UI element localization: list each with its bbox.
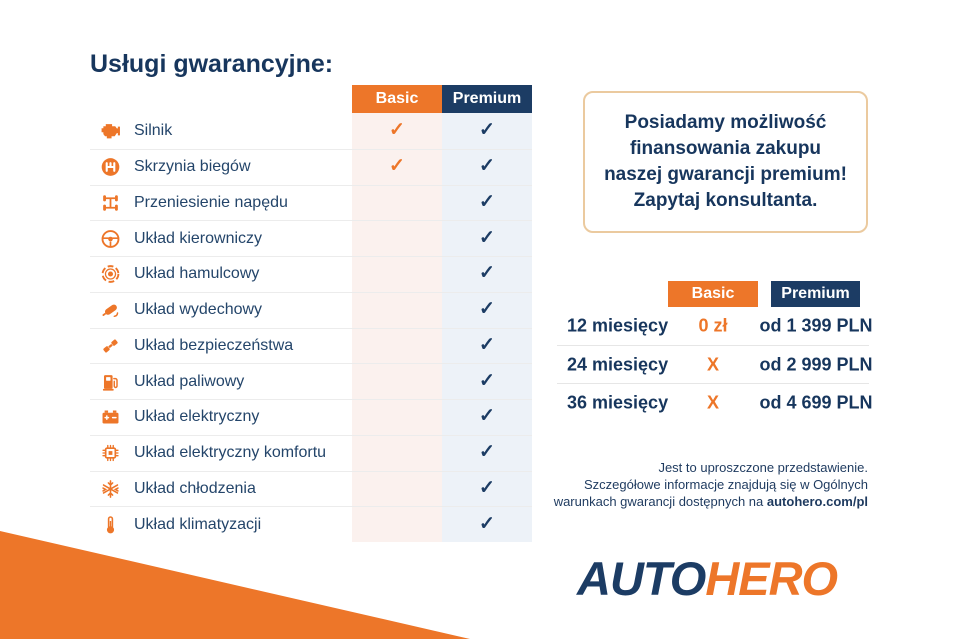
pricing-row [557,383,873,421]
chip-icon [100,443,121,464]
premium-checkmark: ✓ [479,477,495,499]
fuel-pump-icon [100,371,121,392]
premium-price-value: od 4 699 PLN [759,392,873,412]
gearbox-icon [100,157,121,178]
thermometer-icon [100,514,121,535]
warranty-table-row [90,435,532,471]
premium-checkmark: ✓ [479,191,495,213]
warranty-item-label: Układ elektryczny [134,408,260,426]
warranty-item-label: Układ elektryczny komfortu [134,444,327,462]
warranty-table-row [90,399,532,435]
brake-disc-icon [100,264,121,285]
exhaust-icon [100,300,121,321]
page-title: Usługi gwarancyjne: [90,50,334,78]
promo-line: finansowania zakupu [629,138,822,159]
drivetrain-icon [100,192,121,213]
warranty-item-label: Układ bezpieczeństwa [134,336,294,354]
premium-checkmark: ✓ [479,441,495,463]
warranty-item-label: Układ wydechowy [134,301,263,319]
warranty-table-row [90,149,532,185]
pricing-row [557,307,873,345]
warranty-item-label: Układ chłodzenia [134,479,256,497]
pricing-term-label: 24 miesięcy [567,354,669,374]
promo-line: naszej gwarancji premium! [604,164,847,185]
premium-checkmark: ✓ [479,334,495,356]
premium-checkmark: ✓ [479,262,495,284]
promo-line: Zapytaj konsultanta. [633,190,818,211]
warranty-item-label: Skrzynia biegów [134,158,251,176]
warranty-table-row [90,220,532,256]
pricing-premium-header: Premium [771,281,860,307]
warranty-table-row [90,328,532,364]
warranty-item-label: Układ paliwowy [134,372,245,390]
disclaimer-line: Szczegółowe informacje znajdują się w Ogólnych [584,477,868,492]
pricing-term-label: 12 miesięcy [567,315,669,336]
basic-column-header: Basic [352,85,442,113]
logo-auto: AUTO [577,552,706,605]
premium-price-value: od 2 999 PLN [759,354,873,374]
warranty-table-row [90,471,532,507]
warranty-table-row [90,506,532,542]
warranty-table-row [90,363,532,399]
engine-icon [100,120,121,141]
basic-price-value: X [706,392,719,412]
warranty-table-row [90,185,532,221]
warranty-item-label: Układ klimatyzacji [134,515,262,533]
corner-triangle-decoration [0,529,480,639]
pricing-row [557,345,873,383]
premium-checkmark: ✓ [479,155,495,177]
basic-checkmark: ✓ [389,155,405,177]
warranty-table-row [90,292,532,328]
steering-wheel-icon [100,228,121,249]
premium-price-value: od 1 399 PLN [759,315,873,336]
financing-promo-box [583,91,868,233]
warranty-item-label: Silnik [134,121,173,139]
premium-checkmark: ✓ [479,370,495,392]
disclaimer-line: warunkach gwarancji dostępnych na autohero.com/pl [553,494,868,509]
warranty-item-label: Przeniesienie napędu [134,193,288,211]
warranty-item-label: Układ kierowniczy [134,229,263,247]
premium-checkmark: ✓ [479,227,495,249]
basic-checkmark: ✓ [389,119,405,141]
basic-price-value: X [706,354,719,374]
snowflake-icon [100,478,121,499]
basic-price-value: 0 zł [698,315,728,336]
premium-checkmark: ✓ [479,298,495,320]
pricing-basic-header: Basic [668,281,758,307]
seatbelt-icon [100,335,121,356]
warranty-table-body [90,113,532,542]
autohero-link[interactable]: autohero.com/pl [766,494,868,509]
premium-checkmark: ✓ [479,119,495,141]
warranty-comparison-table [90,85,532,542]
disclaimer-line: Jest to uproszczone przedstawienie. [658,460,868,475]
premium-checkmark: ✓ [479,513,495,535]
warranty-table-row [90,113,532,149]
battery-icon [100,407,121,428]
warranty-item-label: Układ hamulcowy [134,265,260,283]
disclaimer-text [554,459,868,510]
pricing-table [557,281,873,427]
warranty-table-row [90,256,532,292]
autohero-logo [577,551,837,606]
premium-checkmark: ✓ [479,405,495,427]
premium-column-header: Premium [442,85,532,113]
promo-line: Posiadamy możliwość [624,112,827,133]
logo-hero: HERO [705,552,838,605]
pricing-term-label: 36 miesięcy [567,392,669,412]
